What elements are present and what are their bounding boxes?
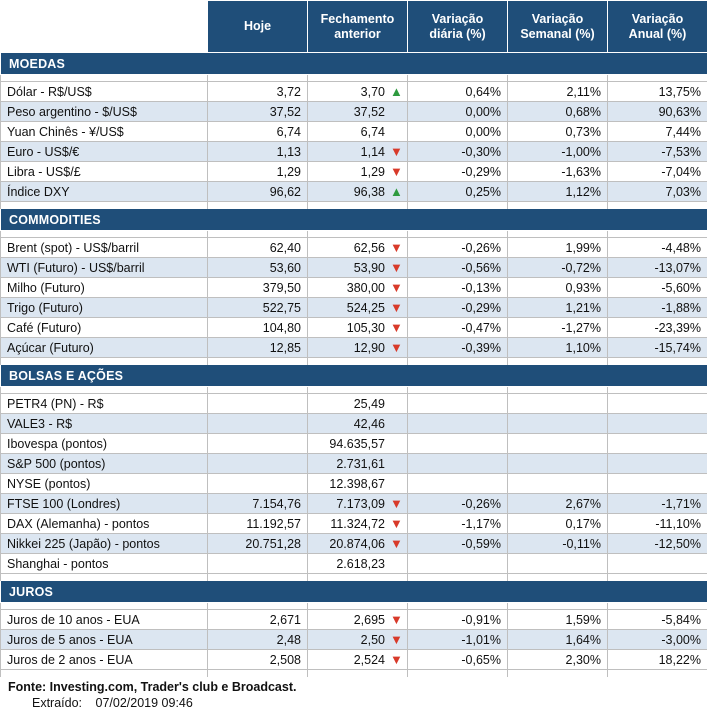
footer-extracted-label: Extraído: [32,696,82,710]
cell-yearly-change: -12,50% [608,534,707,554]
cell-daily-change: 0,25% [408,182,508,202]
cell-weekly-change: -1,00% [508,142,608,162]
row-label: Yuan Chinês - ¥/US$ [1,122,208,142]
cell-previous-close [308,298,408,318]
table-row [1,474,707,494]
spacer-cell [608,603,707,610]
cell-today [208,474,308,494]
previous-close-value: 1,29 [314,165,385,179]
cell-yearly-change: -1,71% [608,494,707,514]
spacer-cell [308,574,408,581]
cell-today: 53,60 [208,258,308,278]
cell-today: 96,62 [208,182,308,202]
arrow-down-icon: ▼ [390,301,401,314]
row-label: Dólar - R$/US$ [1,82,208,102]
row-label: Índice DXY [1,182,208,202]
spacer-cell [308,202,408,209]
spacer-row [1,75,707,82]
spacer-cell [508,358,608,365]
spacer-cell [308,358,408,365]
previous-close-value: 62,56 [314,241,385,255]
previous-close-value: 11.324,72 [314,517,385,531]
previous-close-value: 6,74 [314,125,385,139]
section-title: MOEDAS [1,53,707,75]
cell-daily-change: -1,01% [408,630,508,650]
previous-close-value: 7.173,09 [314,497,385,511]
spacer-cell [608,387,707,394]
spacer-cell [208,574,308,581]
header-cell-yearly-change: Variação Anual (%) [608,1,707,53]
arrow-down-icon: ▼ [390,321,401,334]
row-label: Café (Futuro) [1,318,208,338]
cell-weekly-change: -1,63% [508,162,608,182]
spacer-cell [208,231,308,238]
spacer-cell [608,574,707,581]
spacer-cell [608,202,707,209]
cell-yearly-change: -7,53% [608,142,707,162]
cell-weekly-change: 0,93% [508,278,608,298]
row-label: Ibovespa (pontos) [1,434,208,454]
cell-previous-close [308,238,408,258]
arrow-down-icon: ▼ [390,261,401,274]
previous-close-value: 37,52 [314,105,385,119]
row-label: Juros de 5 anos - EUA [1,630,208,650]
previous-close-value: 25,49 [314,397,385,411]
cell-daily-change: -0,26% [408,238,508,258]
spacer-cell [508,603,608,610]
cell-daily-change: -0,30% [408,142,508,162]
table-row [1,534,707,554]
table-row [1,394,707,414]
table-header [1,1,707,53]
table-row [1,414,707,434]
cell-daily-change [408,394,508,414]
spacer-cell [1,231,208,238]
arrow-down-icon: ▼ [390,613,401,626]
cell-yearly-change: -5,84% [608,610,707,630]
row-label: Trigo (Futuro) [1,298,208,318]
spacer-cell [508,574,608,581]
table-row [1,298,707,318]
cell-yearly-change: -5,60% [608,278,707,298]
previous-close-value: 42,46 [314,417,385,431]
row-label: S&P 500 (pontos) [1,454,208,474]
cell-yearly-change: -7,04% [608,162,707,182]
table-row [1,650,707,670]
cell-daily-change [408,454,508,474]
cell-previous-close [308,102,408,122]
previous-close-value: 1,14 [314,145,385,159]
arrow-down-icon: ▼ [390,653,401,666]
cell-daily-change: -0,47% [408,318,508,338]
table-row [1,514,707,534]
previous-close-value: 12,90 [314,341,385,355]
previous-close-value: 380,00 [314,281,385,295]
arrow-down-icon: ▼ [390,241,401,254]
table-row [1,434,707,454]
cell-yearly-change: 90,63% [608,102,707,122]
cell-daily-change: -0,29% [408,162,508,182]
section-header-row [1,581,707,603]
spacer-cell [308,231,408,238]
row-label: Shanghai - pontos [1,554,208,574]
spacer-cell [408,202,508,209]
cell-previous-close [308,494,408,514]
cell-weekly-change [508,454,608,474]
table-row [1,258,707,278]
row-label: Milho (Futuro) [1,278,208,298]
cell-previous-close [308,122,408,142]
section-header-row [1,53,707,75]
spacer-cell [1,75,208,82]
cell-yearly-change: -3,00% [608,630,707,650]
cell-weekly-change: 2,67% [508,494,608,514]
header-cell-daily-change: Variação diária (%) [408,1,508,53]
previous-close-value: 12.398,67 [314,477,385,491]
previous-close-value: 2.731,61 [314,457,385,471]
cell-previous-close [308,258,408,278]
cell-previous-close [308,554,408,574]
cell-weekly-change [508,554,608,574]
cell-daily-change [408,474,508,494]
cell-previous-close [308,610,408,630]
cell-previous-close [308,650,408,670]
spacer-row [1,670,707,677]
cell-today: 11.192,57 [208,514,308,534]
cell-weekly-change: 0,73% [508,122,608,142]
row-label: Euro - US$/€ [1,142,208,162]
row-label: Peso argentino - $/US$ [1,102,208,122]
cell-today [208,434,308,454]
footer-extracted-value: 07/02/2019 09:46 [86,696,193,710]
cell-today [208,454,308,474]
cell-weekly-change: 2,30% [508,650,608,670]
cell-yearly-change [608,414,707,434]
spacer-cell [1,670,208,677]
cell-previous-close [308,338,408,358]
previous-close-value: 53,90 [314,261,385,275]
section-header-row [1,365,707,387]
spacer-cell [208,202,308,209]
cell-weekly-change: 0,68% [508,102,608,122]
row-label: Juros de 10 anos - EUA [1,610,208,630]
table-row [1,162,707,182]
cell-weekly-change: 1,64% [508,630,608,650]
previous-close-value: 96,38 [314,185,385,199]
cell-daily-change: -0,39% [408,338,508,358]
cell-weekly-change: 0,17% [508,514,608,534]
cell-daily-change: 0,00% [408,102,508,122]
spacer-cell [408,75,508,82]
table-row [1,554,707,574]
spacer-cell [508,387,608,394]
cell-yearly-change: -1,88% [608,298,707,318]
cell-today: 6,74 [208,122,308,142]
arrow-down-icon: ▼ [390,341,401,354]
spacer-cell [308,670,408,677]
cell-weekly-change: 1,12% [508,182,608,202]
cell-weekly-change: 1,99% [508,238,608,258]
spacer-cell [208,75,308,82]
section-title: COMMODITIES [1,209,707,231]
footer [0,677,707,710]
previous-close-value: 105,30 [314,321,385,335]
table-body [1,53,707,677]
spacer-cell [608,358,707,365]
previous-close-value: 94.635,57 [314,437,385,451]
section-header-row [1,209,707,231]
spacer-cell [408,603,508,610]
spacer-cell [608,231,707,238]
spacer-row [1,574,707,581]
spacer-cell [308,387,408,394]
cell-weekly-change [508,474,608,494]
cell-today: 62,40 [208,238,308,258]
cell-yearly-change: -11,10% [608,514,707,534]
arrow-up-icon: ▲ [390,85,401,98]
header-cell-weekly-change: Variação Semanal (%) [508,1,608,53]
spacer-cell [1,358,208,365]
cell-today: 37,52 [208,102,308,122]
spacer-cell [408,358,508,365]
cell-daily-change: -1,17% [408,514,508,534]
cell-previous-close [308,514,408,534]
cell-today: 7.154,76 [208,494,308,514]
footer-extracted [8,696,707,710]
row-label: PETR4 (PN) - R$ [1,394,208,414]
table-row [1,278,707,298]
row-label: DAX (Alemanha) - pontos [1,514,208,534]
arrow-down-icon: ▼ [390,633,401,646]
cell-previous-close [308,434,408,454]
cell-today: 2,48 [208,630,308,650]
cell-daily-change: 0,64% [408,82,508,102]
table-row [1,182,707,202]
row-label: Nikkei 225 (Japão) - pontos [1,534,208,554]
cell-yearly-change [608,434,707,454]
cell-yearly-change: 7,44% [608,122,707,142]
header-cell-blank [1,1,208,53]
spacer-cell [208,603,308,610]
cell-today [208,554,308,574]
row-label: Juros de 2 anos - EUA [1,650,208,670]
cell-weekly-change: 1,59% [508,610,608,630]
spacer-cell [408,574,508,581]
cell-previous-close [308,414,408,434]
spacer-cell [1,202,208,209]
spacer-cell [608,75,707,82]
previous-close-value: 2,695 [314,613,385,627]
cell-daily-change: -0,13% [408,278,508,298]
cell-weekly-change [508,394,608,414]
spacer-row [1,603,707,610]
row-label: Libra - US$/£ [1,162,208,182]
cell-today: 1,13 [208,142,308,162]
spacer-cell [508,231,608,238]
spacer-row [1,231,707,238]
cell-today [208,394,308,414]
spacer-cell [208,670,308,677]
cell-weekly-change: -0,72% [508,258,608,278]
spacer-cell [1,387,208,394]
cell-today: 1,29 [208,162,308,182]
cell-weekly-change [508,434,608,454]
cell-daily-change [408,414,508,434]
cell-yearly-change: 7,03% [608,182,707,202]
section-title: JUROS [1,581,707,603]
footer-source: Fonte: Investing.com, Trader's club e Broadcast. [8,680,707,694]
cell-daily-change: -0,65% [408,650,508,670]
cell-daily-change: 0,00% [408,122,508,142]
cell-previous-close [308,162,408,182]
arrow-down-icon: ▼ [390,145,401,158]
cell-previous-close [308,182,408,202]
cell-yearly-change: -13,07% [608,258,707,278]
header-cell-today: Hoje [208,1,308,53]
arrow-up-icon: ▲ [390,185,401,198]
previous-close-value: 3,70 [314,85,385,99]
cell-today: 104,80 [208,318,308,338]
spacer-row [1,358,707,365]
spacer-cell [508,202,608,209]
spacer-cell [408,387,508,394]
spacer-row [1,387,707,394]
cell-yearly-change: -15,74% [608,338,707,358]
cell-yearly-change [608,394,707,414]
table-row [1,122,707,142]
table-row [1,494,707,514]
cell-previous-close [308,278,408,298]
previous-close-value: 524,25 [314,301,385,315]
row-label: Açúcar (Futuro) [1,338,208,358]
cell-daily-change [408,434,508,454]
cell-yearly-change: -4,48% [608,238,707,258]
table-row [1,630,707,650]
cell-today: 12,85 [208,338,308,358]
cell-today: 522,75 [208,298,308,318]
table-row [1,142,707,162]
spacer-cell [408,231,508,238]
cell-previous-close [308,454,408,474]
cell-yearly-change [608,474,707,494]
cell-previous-close [308,394,408,414]
cell-weekly-change: -0,11% [508,534,608,554]
spacer-cell [208,358,308,365]
row-label: WTI (Futuro) - US$/barril [1,258,208,278]
cell-today: 379,50 [208,278,308,298]
previous-close-value: 2,524 [314,653,385,667]
cell-weekly-change: 2,11% [508,82,608,102]
cell-yearly-change: 13,75% [608,82,707,102]
cell-weekly-change [508,414,608,434]
cell-today: 2,671 [208,610,308,630]
cell-daily-change: -0,56% [408,258,508,278]
cell-previous-close [308,318,408,338]
row-label: VALE3 - R$ [1,414,208,434]
arrow-down-icon: ▼ [390,537,401,550]
spacer-cell [508,75,608,82]
section-title: BOLSAS E AÇÕES [1,365,707,387]
cell-previous-close [308,82,408,102]
cell-previous-close [308,630,408,650]
table-row [1,610,707,630]
row-label: FTSE 100 (Londres) [1,494,208,514]
spacer-cell [308,603,408,610]
arrow-down-icon: ▼ [390,281,401,294]
spacer-row [1,202,707,209]
cell-daily-change [408,554,508,574]
spacer-cell [208,387,308,394]
header-row [1,1,707,53]
row-label: Brent (spot) - US$/barril [1,238,208,258]
cell-yearly-change: 18,22% [608,650,707,670]
cell-previous-close [308,142,408,162]
cell-today: 20.751,28 [208,534,308,554]
table-row [1,338,707,358]
cell-yearly-change [608,454,707,474]
cell-weekly-change: 1,21% [508,298,608,318]
previous-close-value: 2.618,23 [314,557,385,571]
table-row [1,102,707,122]
previous-close-value: 20.874,06 [314,537,385,551]
table-row [1,238,707,258]
header-cell-previous-close: Fechamento anterior [308,1,408,53]
row-label: NYSE (pontos) [1,474,208,494]
cell-daily-change: -0,26% [408,494,508,514]
previous-close-value: 2,50 [314,633,385,647]
table-row [1,82,707,102]
cell-today: 2,508 [208,650,308,670]
spacer-cell [508,670,608,677]
cell-previous-close [308,474,408,494]
spacer-cell [308,75,408,82]
cell-today [208,414,308,434]
cell-daily-change: -0,91% [408,610,508,630]
cell-yearly-change [608,554,707,574]
cell-daily-change: -0,59% [408,534,508,554]
cell-today: 3,72 [208,82,308,102]
arrow-down-icon: ▼ [390,165,401,178]
cell-weekly-change: 1,10% [508,338,608,358]
table-row [1,454,707,474]
cell-daily-change: -0,29% [408,298,508,318]
spacer-cell [1,574,208,581]
cell-weekly-change: -1,27% [508,318,608,338]
spacer-cell [408,670,508,677]
table-row [1,318,707,338]
spacer-cell [1,603,208,610]
cell-yearly-change: -23,39% [608,318,707,338]
cell-previous-close [308,534,408,554]
arrow-down-icon: ▼ [390,517,401,530]
arrow-down-icon: ▼ [390,497,401,510]
spacer-cell [608,670,707,677]
